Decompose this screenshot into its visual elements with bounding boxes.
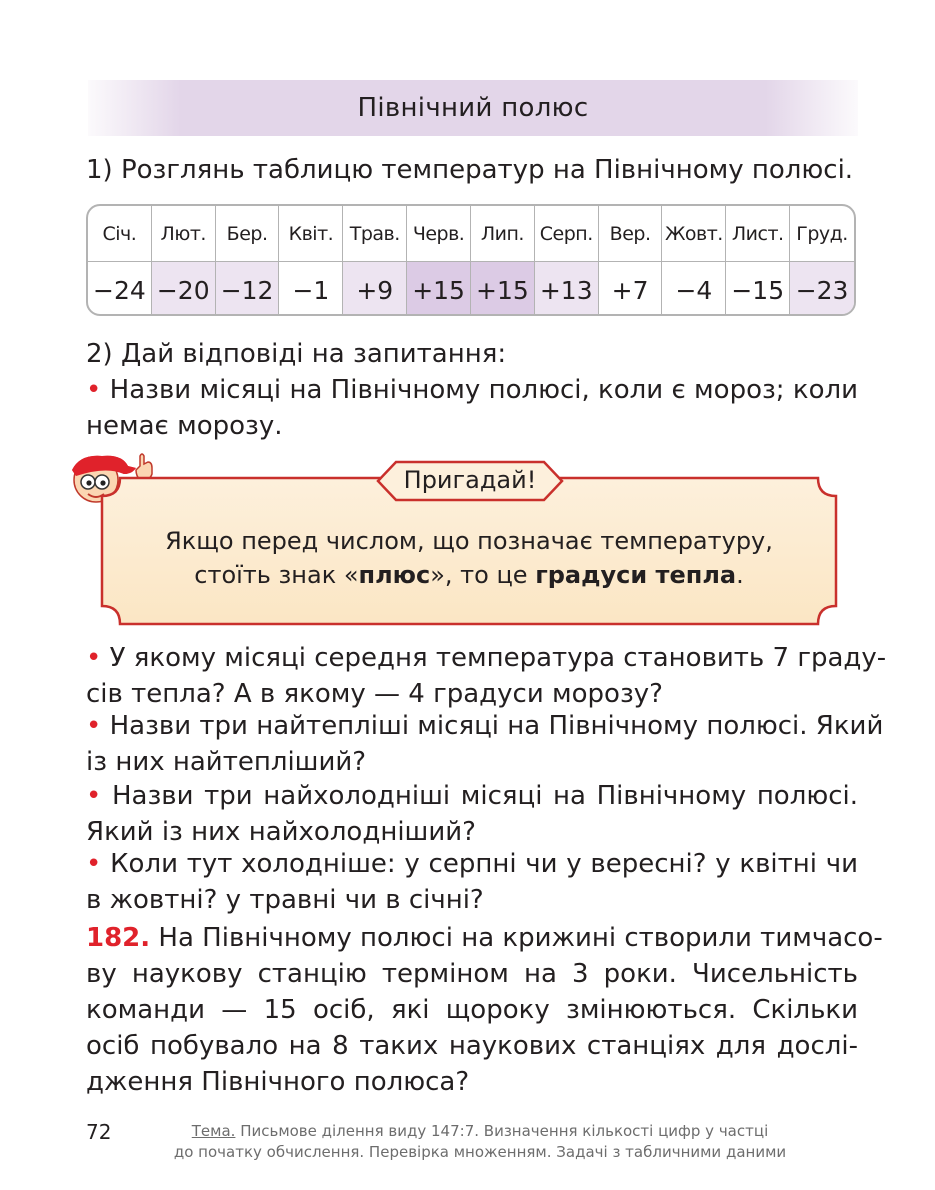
table-header-cell: Квіт.: [279, 206, 343, 262]
bullet-icon: •: [86, 711, 102, 741]
table-value-cell: −23: [790, 262, 854, 316]
table-header-cell: Черв.: [407, 206, 471, 262]
question-2-line-2: сів тепла? А в якому — 4 градуси морозу?: [86, 679, 663, 709]
table-value-cell: +13: [535, 262, 599, 316]
table-value-cell: −1: [279, 262, 343, 316]
table-value-cell: +9: [343, 262, 407, 316]
problem-line-1: 182. На Північному полюсі на крижині створили тимчасо-: [86, 923, 883, 953]
section-title: Північний полюс: [357, 93, 589, 123]
table-header-cell: Бер.: [216, 206, 280, 262]
question-5-line-2: в жовтні? у травні чи в січні?: [86, 885, 484, 915]
page-number: 72: [86, 1120, 112, 1144]
task1-text: 1) Розглянь таблицю температур на Північному полюсі.: [86, 155, 854, 185]
table-header-cell: Лист.: [726, 206, 790, 262]
table-header-cell: Груд.: [790, 206, 854, 262]
question-4-line-1: • Назви три найхолодніші місяці на Північному полюсі.: [86, 781, 859, 811]
reminder-label: Пригадай!: [403, 466, 537, 494]
table-header-cell: Вер.: [599, 206, 663, 262]
question-4-line-2: Який із них найхолодніший?: [86, 817, 476, 847]
table-value-cell: +15: [471, 262, 535, 316]
task2-intro: 2) Дай відповіді на запитання:: [86, 339, 507, 369]
table-value-cell: −20: [152, 262, 216, 316]
question-1-line-2: немає морозу.: [86, 411, 283, 441]
problem-line-4: осіб побувало на 8 таких наукових станціях для дослі-: [86, 1031, 858, 1061]
footer-topic-line-2: до початку обчислення. Перевірка множенням. Задачі з табличними даними: [173, 1143, 787, 1161]
table-value-cell: −4: [662, 262, 726, 316]
problem-line-3: команди — 15 осіб, які щороку змінюються. Скільки: [86, 995, 858, 1025]
table-value-cell: −12: [216, 262, 280, 316]
table-value-cell: −15: [726, 262, 790, 316]
problem-line-5: дження Північного полюса?: [86, 1067, 470, 1097]
question-3-line-1: • Назви три найтепліші місяці на Північному полюсі. Який: [86, 711, 884, 741]
temperature-table: [86, 204, 856, 316]
footer-topic-line-1: Тема. Письмове ділення виду 147:7. Визначення кількості цифр у частці: [191, 1122, 769, 1140]
question-2-line-1: • У якому місяці середня температура становить 7 граду-: [86, 643, 887, 673]
table-value-cell: +7: [599, 262, 663, 316]
table-header-cell: Серп.: [535, 206, 599, 262]
bullet-icon: •: [86, 849, 102, 879]
question-5-line-1: • Коли тут холодніше: у серпні чи у вересні? у квітні чи: [86, 849, 858, 879]
reminder-line-2: стоїть знак «плюс», то це градуси тепла.: [194, 561, 744, 589]
problem-line-2: ву наукову станцію терміном на 3 роки. Чисельність: [86, 959, 858, 989]
table-header-cell: Січ.: [88, 206, 152, 262]
problem-number: 182.: [86, 923, 151, 953]
section-header: [88, 80, 858, 136]
table-header-cell: Лют.: [152, 206, 216, 262]
table-header-cell: Лип.: [471, 206, 535, 262]
bullet-icon: •: [86, 375, 102, 405]
reminder-line-1: Якщо перед числом, що позначає температуру,: [165, 527, 773, 555]
question-3-line-2: із них найтепліший?: [86, 747, 367, 777]
table-value-cell: −24: [88, 262, 152, 316]
table-header-cell: Трав.: [343, 206, 407, 262]
bullet-icon: •: [86, 781, 102, 811]
table-value-cell: +15: [407, 262, 471, 316]
table-header-cell: Жовт.: [662, 206, 726, 262]
bullet-icon: •: [86, 643, 102, 673]
question-1-line-1: • Назви місяці на Північному полюсі, коли є мороз; коли: [86, 375, 858, 405]
